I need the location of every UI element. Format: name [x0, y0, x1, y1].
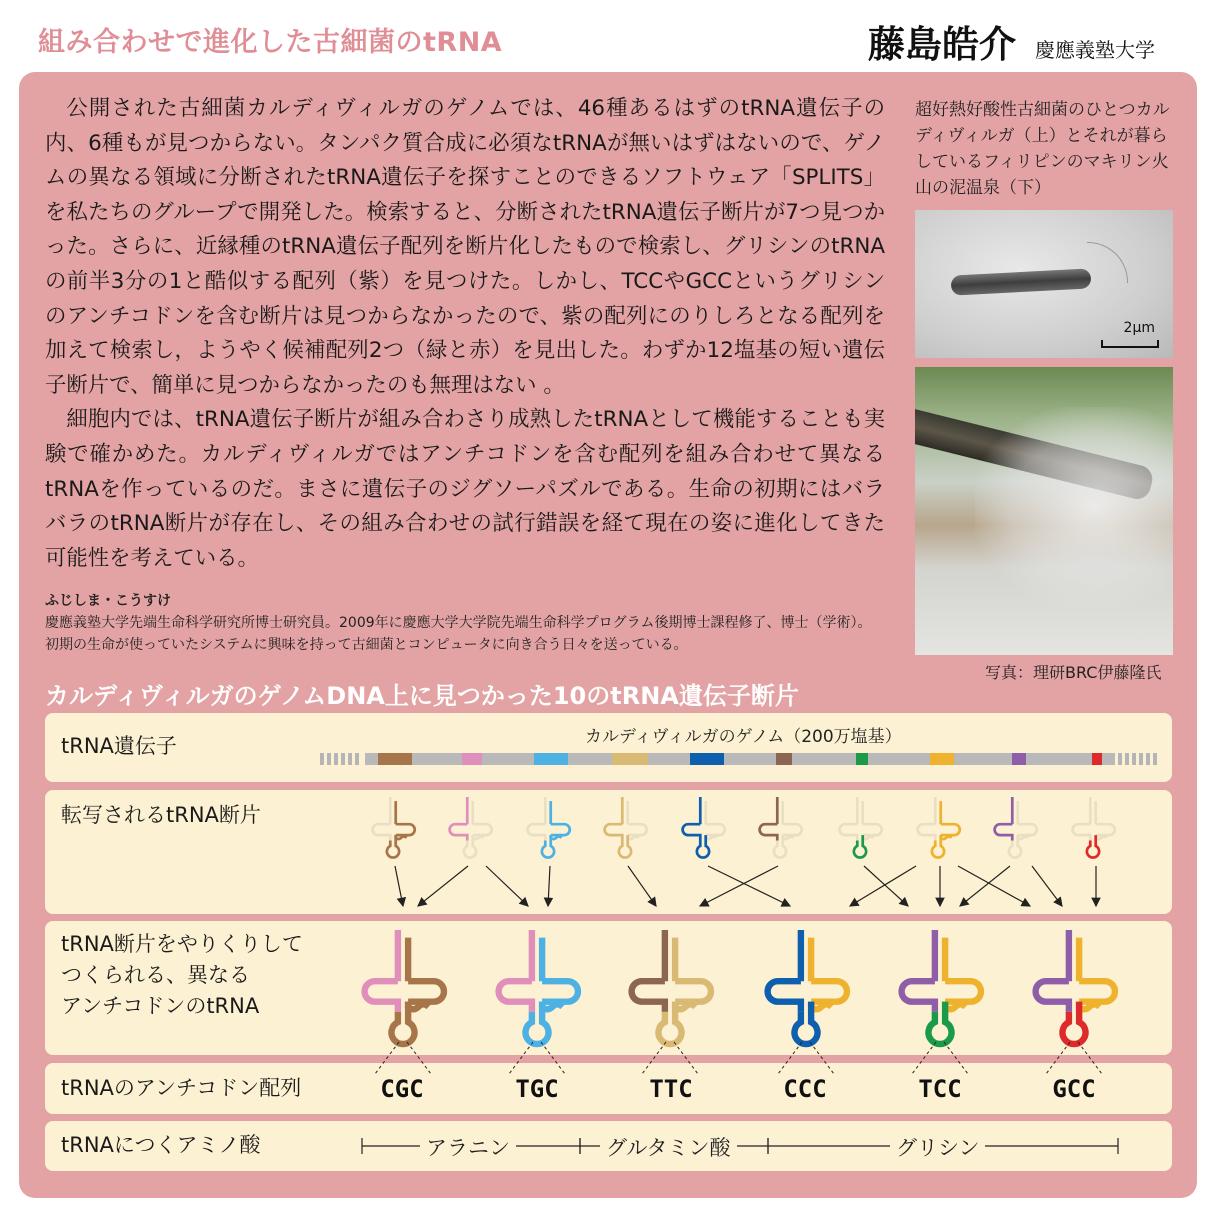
row-label-mature-line-2: つくられる、異なる — [61, 963, 250, 987]
mature-trna-icon — [1036, 930, 1115, 1044]
photo-credit: 写真：理研BRC伊藤隆氏 — [985, 663, 1162, 682]
fragment-arrow — [958, 866, 1030, 906]
genome-segment — [462, 753, 482, 765]
genome-tick — [1146, 753, 1150, 765]
row-label-amino: tRNAにつくアミノ酸 — [61, 1133, 261, 1157]
genome-segment — [534, 753, 568, 765]
fragment-trna-icon — [450, 797, 492, 858]
mature-trna-icon — [768, 930, 847, 1044]
anticodon-pointer — [810, 1042, 834, 1074]
fragment-trna-icon — [840, 797, 882, 858]
mature-trna-icons — [365, 930, 1115, 1074]
genome-segment — [930, 753, 954, 765]
fragment-trna-icon — [605, 797, 647, 858]
page-title: 組み合わせで進化した古細菌のtRNA — [38, 27, 503, 58]
anticodon-pointer — [1078, 1042, 1102, 1074]
mature-trna-icon — [632, 930, 711, 1044]
genome-segment — [690, 753, 724, 765]
fragment-arrow — [700, 866, 778, 906]
amino-acid-glycine: グリシン — [890, 1132, 985, 1162]
body-paragraph-1: 公開された古細菌カルディヴィルガのゲノムでは、46種あるはずのtRNA遺伝子の内、6種もが見つからない。タンパク質合成に必須なtRNAが無いはずはないので、ゲノムの異なる領域に分断されたtRNA遺伝子を探すことのできるソフトウェア「SPLITS」を私たちのグループで開発した。検索すると、分断されたtRNA遺伝子断片が7つ見つかった。さらに、近縁種のtRNA遺伝子配列を断片化したもので検索し、グリシンのtRNAの前半3分の1と酷似する配列（紫）を見つけた。しかし、TCCやGCCというグリシンのアンチコドンを含む断片は見つからなかったので、紫の配列にのりしろとなる配列を加えて検索し，ようやく候補配列2つ（緑と赤）を見出した。わずか12塩基の短い遺伝子断片で、簡単に見つからなかったのも無理はない 。 — [45, 96, 885, 398]
anticodon-pointer — [541, 1042, 565, 1074]
anticodon-pointer — [674, 1042, 698, 1074]
anticodon-5: TCC — [918, 1075, 962, 1103]
genome-tick — [334, 753, 338, 765]
genome-tick — [355, 753, 359, 765]
figure-title: カルディヴィルガのゲノムDNA上に見つかった10のtRNA遺伝子断片 — [45, 682, 799, 710]
genome-tick — [320, 753, 324, 765]
fragment-arrow — [850, 866, 916, 906]
fragment-trna-icon — [528, 797, 570, 858]
fragment-trna-icon — [760, 797, 802, 858]
fragment-trna-icon — [995, 797, 1037, 858]
fragment-trna-icon — [683, 797, 725, 858]
anticodon-pointer — [778, 1042, 802, 1074]
mature-trna-icon — [902, 930, 981, 1044]
bio-name: ふじしま・こうすけ — [45, 593, 171, 609]
anticodon-pointer — [407, 1042, 431, 1074]
row-label-mature-line-3: アンチコドンのtRNA — [61, 994, 260, 1018]
author-name: 藤島皓介 — [868, 22, 1016, 66]
mature-trna-icon — [365, 930, 444, 1044]
anticodon-pointer — [642, 1042, 666, 1074]
anticodon-pointer — [944, 1042, 968, 1074]
fragment-arrow — [1032, 866, 1062, 906]
genome-bar — [320, 753, 1157, 765]
anticodon-3: TTC — [649, 1075, 693, 1103]
anticodon-pointer — [912, 1042, 936, 1074]
fragment-arrow — [548, 866, 550, 906]
fragment-arrow — [628, 866, 656, 906]
genome-tick — [1132, 753, 1136, 765]
genome-segment — [856, 753, 868, 765]
anticodon-2: TGC — [515, 1075, 559, 1103]
fragment-trna-icon — [1073, 797, 1115, 858]
genome-tick — [1118, 753, 1122, 765]
photo-caption: 超好熱好酸性古細菌のひとつカルディヴィルガ（上）とそれが暮らしているフィリピンのマキリン火山の泥温泉（下） — [915, 100, 1170, 198]
genome-tick — [1139, 753, 1143, 765]
row-label-gene: tRNA遺伝子 — [61, 734, 177, 758]
fragment-arrow — [486, 866, 528, 906]
fragment-trna-icon — [373, 797, 415, 858]
fragment-arrows — [395, 866, 1096, 906]
fragment-icons — [373, 797, 1115, 858]
anticodon-4: CCC — [783, 1075, 827, 1103]
row-label-mature-line-1: tRNA断片をやりくりして — [61, 932, 303, 956]
author-affiliation: 慶應義塾大学 — [1035, 38, 1155, 62]
anticodon-pointer — [509, 1042, 533, 1074]
row-label-anticodon: tRNAのアンチコドン配列 — [61, 1076, 302, 1100]
genome-tick — [341, 753, 345, 765]
fragment-trna-icon — [918, 797, 960, 858]
genome-segment — [612, 753, 648, 765]
anticodon-pointer — [1046, 1042, 1070, 1074]
genome-label: カルディヴィルガのゲノム（200万塩基） — [585, 727, 902, 747]
anticodon-1: CGC — [380, 1075, 424, 1103]
genome-tick — [348, 753, 352, 765]
amino-acid-glutamate: グルタミン酸 — [600, 1132, 737, 1162]
genome-tick — [1153, 753, 1157, 765]
row-label-fragments: 転写されるtRNA断片 — [61, 803, 261, 827]
mature-trna-icon — [499, 930, 578, 1044]
genome-tick — [1125, 753, 1129, 765]
amino-acid-alanine: アラニン — [420, 1132, 516, 1162]
genome-segment — [776, 753, 792, 765]
genome-tick — [327, 753, 331, 765]
genome-segment — [1012, 753, 1026, 765]
fragment-arrow — [395, 866, 403, 906]
body-paragraph-2: 細胞内では、tRNA遺伝子断片が組み合わさり成熟したtRNAとして機能することも実験で確かめた。カルディヴィルガではアンチコドンを含む配列を組み合わせて異なるtRNAを作っているのだ。まさに遺伝子のジグソーパズルである。生命の初期にはバラバラのtRNA断片が存在し、その組み合わせの試行錯誤を経て現在の姿に進化してきた可能性を考えている。 — [45, 407, 885, 571]
fragment-arrow — [864, 866, 908, 906]
fragment-arrow — [418, 866, 468, 906]
fragment-arrow — [960, 866, 1010, 906]
bio-text: 慶應義塾大学先端生命科学研究所博士研究員。2009年に慶應大学大学院先端生命科学プログラム後期博士課程修了、博士（学術）。初期の生命が使っていたシステムに興味を持って古細菌とコンピュータに向き合う日々を送っている。 — [45, 615, 872, 653]
scale-label: 2μm — [1123, 320, 1155, 336]
genome-segment — [1092, 753, 1102, 765]
anticodon-6: GCC — [1052, 1075, 1096, 1103]
fragment-arrow — [708, 866, 790, 906]
anticodon-pointer — [375, 1042, 399, 1074]
genome-segment — [378, 753, 412, 765]
